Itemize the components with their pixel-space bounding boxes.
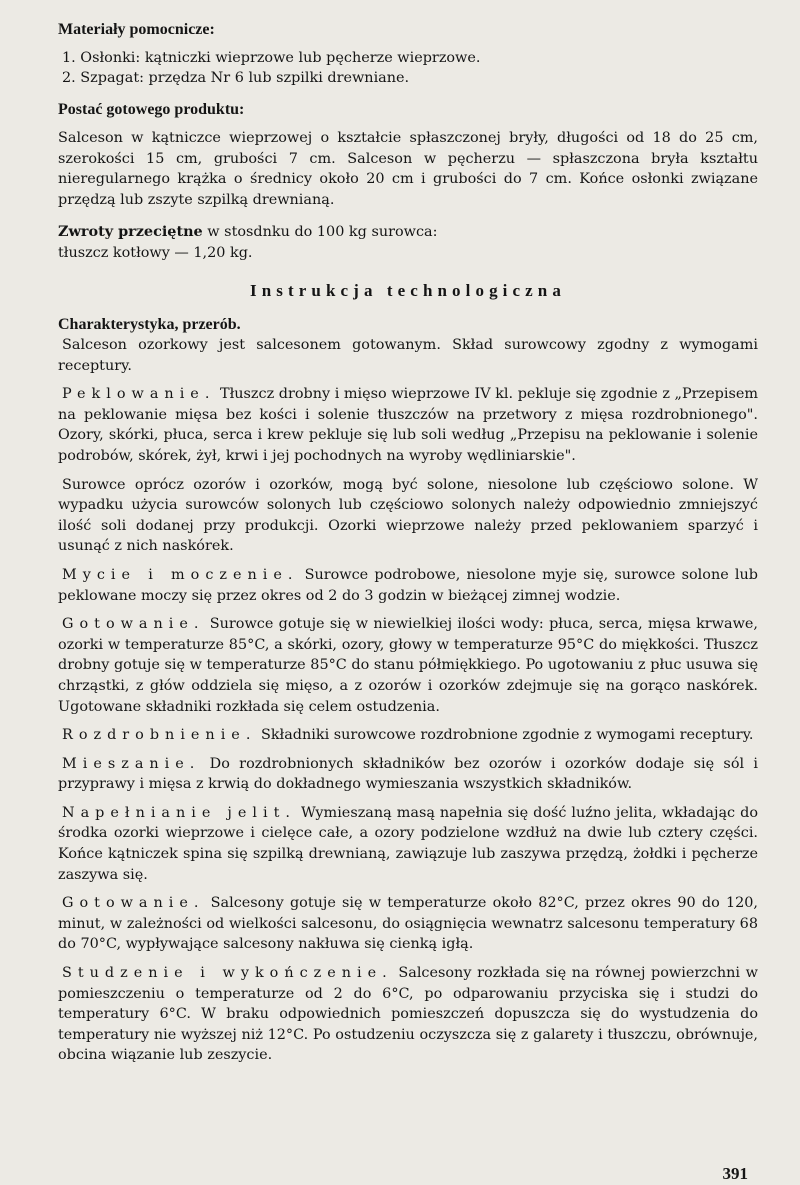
step-raw-materials [58, 475, 758, 557]
step-text: Salcesony gotuje się w temperaturze około 82°C, przez okres 90 do 120, minut, w zależności od wielkości salcesonu, do osiągnięcia wewnatrz salcesonu temperatury 68 do 70°C, wypływające salcesony nakłuwa się cienką igłą. [58, 895, 758, 953]
step-term: Peklowanie. [62, 386, 216, 403]
step-cooling [58, 963, 758, 1066]
step-text: Surowce oprócz ozorów i ozorków, mogą być solone, niesolone lub częściowo solone. W wypadku użycia surowców solonych lub częściowo solonych należy odpowiednio zmniejszyć ilość soli dodanej przy produkcji. Ozorki wieprzowe należy przed peklowaniem sparzyć i usunąć z nich naskórek. [58, 476, 758, 555]
materials-item-twine: 2. Szpagat: przędza Nr 6 lub szpilki drewniane. [62, 70, 410, 86]
product-section [58, 100, 758, 210]
instruction-title: Instrukcja technologiczna [250, 281, 566, 300]
step-term: Mycie i moczenie. [62, 566, 299, 583]
product-description: Salceson w kątniczce wieprzowej o kształcie spłaszczonej bryły, długości od 18 do 25 cm, szerokości 15 cm, grubości 7 cm. Salceson w pęcherzu — spłaszczona bryła kształtu nieregularnego krążka o średnicy około 20 cm i grubości do 7 cm. Końce osłonki związane przędzą lub zszyte szpilką drewnianą. [58, 130, 758, 208]
step-grinding [58, 725, 758, 746]
step-text: Wymieszaną masą napełnia się dość luźno jelita, wkładając do środka ozorki wieprzowe i cielęce całe, a ozory podzielone wzdłuż na dwie lub cztery części. Końce kątniczek spina się szpilką drewnianą, zawiązuje lub zaszywa przędzą, żołdki i pęcherze zaszywa się. [58, 804, 758, 883]
page-number: 391 [722, 1164, 748, 1183]
step-text: Do rozdrobnionych składników bez ozorów i ozorków dodaje się sól i przyprawy i mięsa z krwią do dokładnego wymieszania wszystkich składników. [58, 755, 758, 793]
step-text: Surowce gotuje się w niewielkiej ilości wody: płuca, serca, mięsa krwawe, ozorki w temperaturze 85°C, a skórki, ozory, głowy w temperaturze 95°C do miękkości. Tłuszcz drobny gotuje się w temperaturze 85°C do stanu półmiękkiego. Po ugotowaniu z płuc usuwa się chrząstki, z głów oddziela się mięso, a z ozorów i ozorków zdejmuje się na gorąco naskórek. Ugotowane składniki rozkłada się celem ostudzenia. [58, 616, 758, 715]
step-text: Salcesony rozkłada się na równej powierzchni w pomieszczeniu o temperaturze od 2 do 6°C, po odparowaniu przyciska się i studzi do temperatury 6°C. W braku odpowiednich pomieszczeń dopuszcza się do wystudzenia do temperatury nie wyższej niż 12°C. Po ostudzeniu oczyszcza się z galarety i tłuszczu, obrównuje, obcina wiązanie lub zeszycie. [58, 965, 758, 1064]
document-page [58, 20, 758, 1170]
characteristics-heading: Charakterystyka, przerób. [58, 316, 241, 333]
step-text: Składniki surowcowe rozdrobnione zgodnie z wymogami receptury. [256, 727, 754, 744]
technology-steps [58, 384, 758, 1066]
step-cooking [58, 614, 758, 717]
step-filling [58, 803, 758, 885]
returns-line [58, 222, 758, 243]
step-term: Studzenie i wykończenie. [62, 965, 393, 982]
step-text: Surowce podrobowe, niesolone myje się, surowce solone lub peklowane moczy się przez okres od 2 do 3 godzin w bieżącej zimnej wodzie. [58, 566, 758, 604]
returns-fat-line: tłuszcz kotłowy — 1,20 kg. [58, 244, 253, 261]
returns-section [58, 222, 758, 263]
characteristics-text: Salceson ozorkowy jest salcesonem gotowanym. Skład surowcowy zgodny z wymogami receptury. [58, 337, 758, 374]
returns-text: w stosdnku do 100 kg surowca: [202, 224, 438, 240]
materials-heading: Materiały pomocnicze: [58, 21, 215, 38]
step-mixing [58, 754, 758, 795]
step-term: Napełnianie jelit. [62, 804, 296, 821]
materials-section [58, 20, 758, 88]
step-term: Gotowanie. [62, 895, 205, 912]
step-text: Tłuszcz drobny i mięso wieprzowe IV kl. pekluje się zgodnie z „Przepisem na peklowanie mięsa bez kości i solenie tłuszczów na przetwory z mięsa rozdrobnionego". Ozory, skórki, płuca, serca i krew pekluje się lub soli według „Przepisu na peklowanie i solenie podrobów, skórek, żył, krwi i jej pochodnych na wyroby wędliniarskie". [58, 386, 758, 464]
returns-label: Zwroty przeciętne [58, 223, 203, 240]
product-heading: Postać gotowego produktu: [58, 101, 245, 118]
step-term: Mieszanie. [62, 755, 201, 772]
step-boiling [58, 893, 758, 955]
step-term: Gotowanie. [62, 616, 205, 633]
step-pickling [58, 384, 758, 466]
step-washing [58, 565, 758, 606]
step-term: Rozdrobnienie. [62, 727, 257, 744]
characteristics-section [58, 315, 758, 376]
materials-item-casing: 1. Osłonki: kątniczki wieprzowe lub pęcherze wieprzowe. [62, 50, 481, 66]
